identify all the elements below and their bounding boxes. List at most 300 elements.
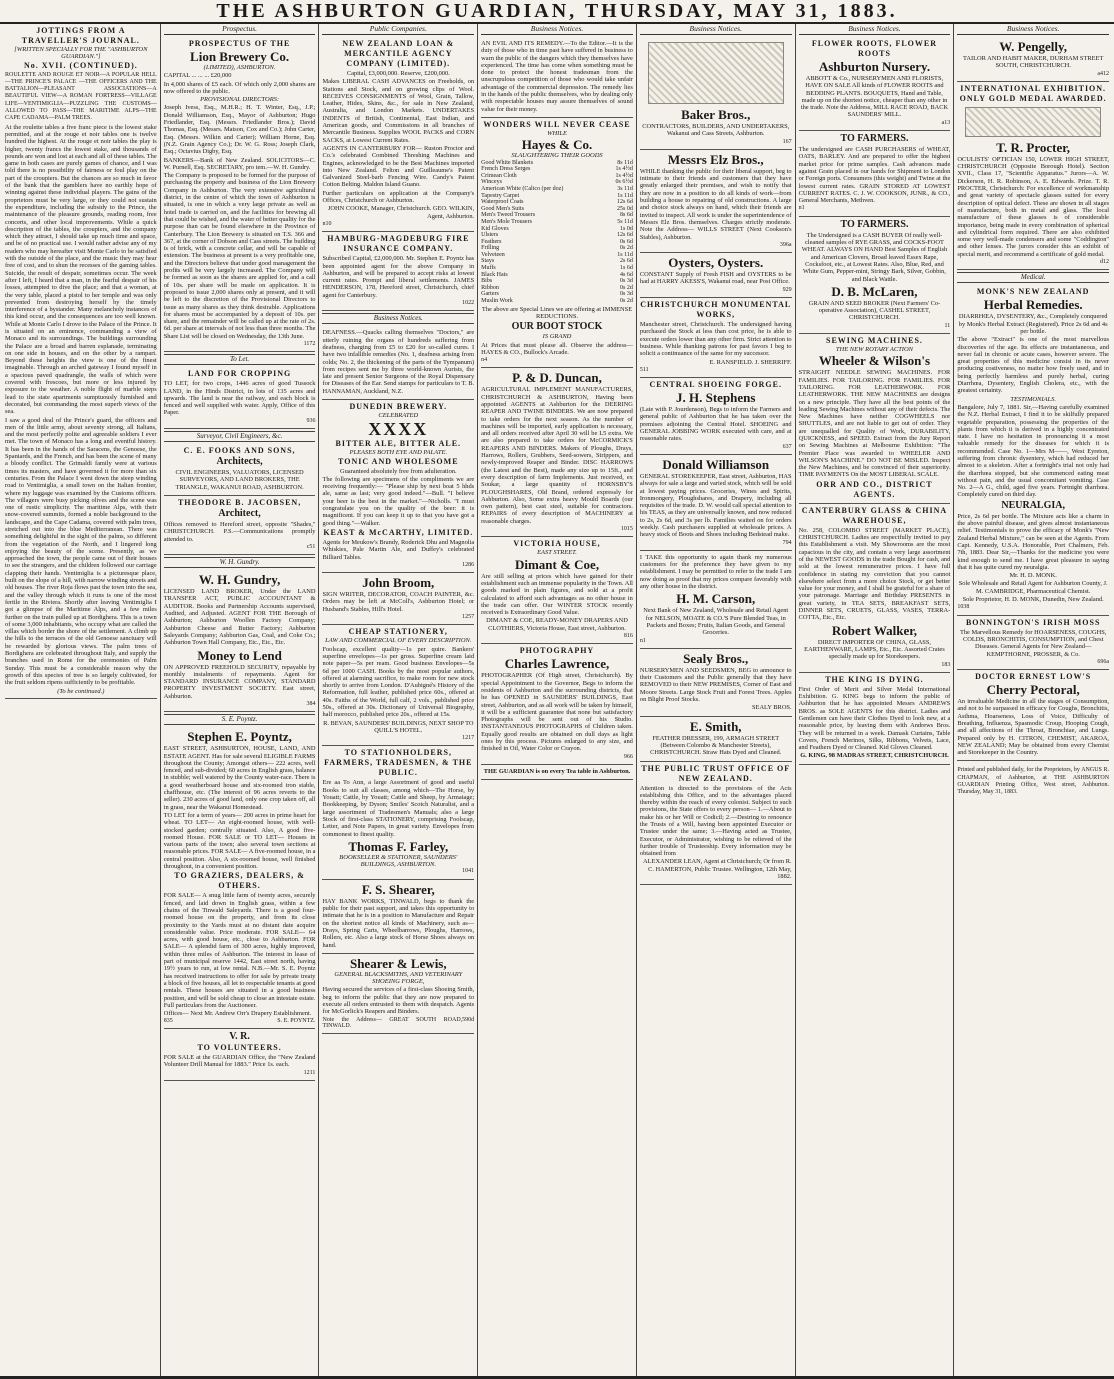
- ad-title: Stephen E. Poyntz,: [187, 729, 292, 745]
- column-heading: Business Notices.: [799, 24, 951, 35]
- ad-diarrhoea: DIARRHŒA, DYSENTERY, &c., Completely conquered by Monk's Herbal Extract (Registered). Price 2s 6d and 4s per bottle.: [958, 313, 1108, 335]
- ad-ref: 696a: [1097, 658, 1110, 665]
- ad-boot-sub: IS GRAND: [542, 333, 572, 341]
- ad-title: Shearer & Lewis,: [349, 955, 447, 971]
- price-row: [481, 239, 633, 246]
- price-row: [481, 258, 633, 265]
- ad-poyntz: [164, 727, 316, 1029]
- price-row: [481, 179, 633, 186]
- ad-hamburg: [322, 232, 474, 311]
- ad-broom: [322, 573, 474, 625]
- ad-walker-body: DIRECT IMPORTER OF CHINA, GLASS, EARTHENWARE, LAMPS, Etc., Etc. Assorted Crates specially made up for Storekeepers.: [804, 638, 945, 661]
- ad-exhibition: INTERNATIONAL EXHIBITION.: [960, 83, 1107, 93]
- ad-shearer-lewis: [322, 954, 474, 1034]
- ad-body: PHOTOGRAPHER (Of High street, Christchurch). By special Appointment to the Governor, Begs to inform the residents of Ashburton and the surrounding districts, that he has OPENED in SAUNDERS' BUILDINGS, East street, Ashburton, and as all work will be taken by himself, it will be a sufficient guarantee that none but satisfactory Photographs will be sent out of his Studio. INSTANTANEOUS PHOTOGRAPHS of Children taken. Equally good results are obtained on dull days as light ones by this process. Pictures enlarged to any size, and finished in Oil, Water Color or Crayon.: [481, 672, 633, 753]
- ad-title: J. H. Stephens: [676, 390, 756, 406]
- ad-body: The above "Extract" is one of the most marvellous discoveries of the age. Its effects are instantaneous, and never fail in chronic or acute cases, however severe. The great properties of this medicine consist in its never producing costiveness, no matter how freely used, and in being perfectly harmless and purely herbal, curing Diarrhœa, Dysentery, English Cholera, etc., with the greatest certainty.: [957, 336, 1110, 395]
- ad-dunedin-brewery: [322, 400, 474, 573]
- price-value: 1s 4½d: [615, 172, 633, 179]
- ad-title: Oysters, Oysters.: [668, 255, 764, 271]
- ad-body: The following are specimens of the compliments we are receiving frequently:— "Please ship by next boat 5 hhds ale, same as last; very good indeed."—Bull. "I believe your beer is the best in the market."—Nicholls. "I must congratulate you on the quality of the beer: it is magnificent. If you can keep it up to that you have got a good thing."—Walker.: [322, 475, 475, 527]
- price-item: Winceys: [481, 179, 502, 186]
- ad-farley: [322, 746, 474, 879]
- ad-guardian: [481, 765, 633, 780]
- price-value: 2s 6d: [620, 258, 633, 265]
- ad-ref: 1022: [462, 300, 475, 307]
- ad-celebrated: CELEBRATED: [378, 411, 419, 419]
- ad-money-title: Money to Lend: [197, 647, 282, 663]
- ad-title: TO VOLUNTEERS.: [197, 1042, 282, 1052]
- ad-monk-head: MONK'S NEW ZEALAND: [976, 287, 1090, 297]
- price-item: Bibs: [481, 278, 493, 285]
- ad-title: HAMBURG-MAGDEBURG FIRE INSURANCE COMPANY.: [327, 234, 470, 254]
- ad-gold-medal: ONLY GOLD MEDAL AWARDED.: [959, 93, 1107, 103]
- price-row: [481, 252, 633, 259]
- ad-ref: 816: [623, 633, 633, 640]
- ad-title: CANTERBURY GLASS & CHINA WAREHOUSE,: [801, 505, 948, 525]
- price-item: Ulsters: [481, 232, 499, 239]
- column-5: [637, 24, 796, 1376]
- price-item: Waterproof Coats: [481, 199, 524, 206]
- ad-signature-row: [164, 1018, 316, 1025]
- price-row: [481, 212, 633, 219]
- price-value: 0s 3d: [620, 278, 633, 285]
- ad-boot-title: OUR BOOT STOCK: [511, 321, 603, 333]
- ad-agents: Agents for Meukow's Brandy, Roderick Dhu and Magnolia Whiskies, Pale Martin Ale, and Duffey's celebrated Billiard Tables.: [322, 538, 475, 561]
- ad-nursery: [799, 37, 951, 131]
- ad-ref: a13: [941, 119, 951, 126]
- ad-stationery: [322, 625, 474, 746]
- ad-body: Ere aa To Ann, a large Assortment of good and useful Books to suit all classes, among which—The Horse, by Youatt; Cattle, by Youatt; Cattle and Sheep, by Armatage; Bookkeeping, by Dyson; Smiles' Scotch Naturalist, and a large assortment of Tradesmen's Manuals; also a large Stock of first-class STATIONERY, comprising Foolscap, Letter, and Note Papers, in great variety. Envelopes from commonest to finest quality.: [322, 779, 475, 838]
- price-value: 0s 6½d: [615, 179, 633, 186]
- price-item: Muslin Work: [481, 298, 513, 305]
- price-item: Men's Mole Trousers: [481, 218, 532, 225]
- ad-title: CHEAP STATIONERY,: [348, 627, 448, 637]
- ad-title: DUNEDIN BREWERY.: [349, 401, 448, 411]
- ad-title: H. M. Carson,: [676, 591, 756, 607]
- ad-oysters: [640, 253, 792, 298]
- imprint: Printed and published daily, for the Proprietors, by ANGUS R. CHAPMAN, of Ashburton, at THE ASHBURTON GUARDIAN Printing Office, West street, Ashburton. Thursday, May 31, 1883.: [957, 767, 1110, 796]
- ad-signature: SEALY BROS.: [751, 704, 792, 712]
- ad-carson: [640, 551, 792, 649]
- ad-ref: 1211: [303, 1069, 316, 1076]
- price-row: [481, 278, 633, 285]
- price-item: Garters: [481, 291, 499, 298]
- price-value: 0s 2d: [620, 245, 633, 252]
- ad-body: DEAFNESS.—Quacks calling themselves "Doctors," are utterly ruining the organs of hundreds suffering from deafness, charging from £5 to £20 for so-called cures. I have two infallible remedies (No. 1, deafness arising from colds; No. 2, the thickening of the parts of the Tympanum) from recipes sent me by three world-known Aurists, the late and present Senior Surgeons of the Royal Dispensary for Diseases of the Ear. Send stamps for particulars to T. B. HANNAMAN, Auckland, N.Z.: [322, 329, 475, 395]
- ad-body: CIVIL ENGINEERS, VALUATORS, LICENSED SURVEYORS, AND LAND BROKERS, THE TRIANGLE, WAKANUI ROAD, ASHBURTON.: [175, 469, 304, 491]
- ad-ref: n10: [322, 220, 332, 227]
- ad-title: NEW ZEALAND LOAN & MERCANTILE AGENCY COMPANY (LIMITED).: [342, 39, 455, 68]
- price-item: American White (Calico (per doz): [481, 185, 564, 192]
- ad-subtitle: Architect,: [218, 507, 261, 519]
- ad-offices: Offices— Next Mr. Andrew Orr's Drapery Establishment.: [163, 1010, 312, 1018]
- ad-body: EAST STREET, ASHBURTON, HOUSE, LAND, AND ESTATE AGENT. Has for sale several ELIGIBLE FARMS throughout the County; Amongst others— 222 acres, well fenced, and sub-divided; 60 acres in English grass, balance in stubble; well watered by the County water-race. There is a good weatherboard house and six-roomed iron stable, chaffhouse, etc. (The interest of 96 acres reverts to the seller). 230 acres of good land, only one crop taken off, all in grass, near the Wakanui Homestead.: [163, 745, 316, 811]
- ad-title: W. Pengelly,: [999, 39, 1068, 54]
- ad-note: The above are Special Lines we are offering at IMMENSE REDUCTIONS.: [481, 305, 633, 320]
- price-item: Good White Blankets: [481, 159, 534, 166]
- column-6: [796, 24, 955, 1376]
- ad-title: F. S. Shearer,: [361, 881, 435, 897]
- ad-address: GRAIN AND SEED BROKER (Next Farmers' Co-operative Association), CASHEL STREET, CHRISTCHURCH.: [808, 299, 941, 322]
- column-3: [319, 24, 478, 1376]
- ad-xxxx: XXXX: [368, 419, 429, 440]
- ad-body: TAILOR AND HABIT MAKER, DURHAM STREET SOUTH, CHRISTCHURCH.: [963, 55, 1104, 70]
- ad-to-let: TO LET for a term of years— 200 acres in prime heart for wheat. TO LET— An eight-roomed house, with well-stocked garden; centrally situated. Also, A good five-roomed House. FOR SALE or TO LET— Houses in various parts of the town; also several town sections at reasonable prices. FOR SALE— A five-roomed house, in a central position. Also, A six-roomed house, well finished throughout, in a convenient position.: [163, 811, 316, 871]
- ad-ref: 1015: [620, 526, 633, 533]
- ad-ref: 183: [941, 661, 951, 668]
- price-item: French Dress Serges: [481, 166, 531, 173]
- ad-prospectus: PROSPECTUS OF THE: [188, 39, 291, 48]
- ad-ref: 167: [782, 138, 792, 145]
- ad-hayes: [481, 118, 633, 368]
- ad-procter: [957, 82, 1109, 270]
- ad-elz: [640, 150, 792, 253]
- ad-body: Are still selling at prices which have gained for their establishment such an immense popularity in the Town. All goods marked in plain figures, and sold at a profit calculated to afford such advantages as no other house in the trade can offer. Our WINTER STOCK recently received is Extraordinary Good Value.: [481, 572, 633, 617]
- ad-body: WHILE thanking the public for their liberal support, beg to intimate to their friends and customers that they have greatly enlarged their premises, and wish to notify that they are now in a position to do all kinds of work—from building a house to repairing of old constructions. A large and choice stock always on hand, which their friends are invited to inspect. All work is under the superintendence of Messrs Elz Bros. themselves. Charges strictly moderate. Note the Address— WILLS STREET (Next Cookson's Stables), Ashburton.: [639, 167, 792, 241]
- ad-name: D. B. McLaren,: [831, 283, 918, 299]
- article-jottings: [5, 24, 157, 699]
- price-value: 1s 11d: [617, 251, 633, 258]
- ad-body: NURSERYMEN AND SEEDSMEN, BEG to announce to their Customers and the Public generally that they have REMOVED to their NEW PREMISES, Corner of East and Moore Streets. Large Stock Fruit and Forest Trees. Apples on Blight Proof Stocks.: [639, 666, 792, 704]
- ad-ref: n1: [639, 637, 646, 644]
- ad-ref: 936: [306, 417, 316, 424]
- column-heading: Public Companies.: [322, 24, 474, 35]
- ad-ref: 1041: [462, 868, 475, 875]
- ad-jacobsen: [164, 496, 316, 555]
- article-number: No. XVII. (CONTINUED).: [23, 60, 138, 70]
- ad-bonnington: [957, 616, 1109, 670]
- price-item: Men's Tweed Trousers: [481, 212, 536, 219]
- ad-subtitle: LAW AND COMMERCIAL OF EVERY DESCRIPTION.: [325, 637, 472, 645]
- ad-title: John Broom,: [362, 575, 435, 591]
- article-title: JOTTINGS FROM A TRAVELLER'S JOURNAL.: [21, 26, 140, 45]
- ad-neuralgia-body: Price, 2s 6d per bottle. The Mixture acts like a charm in the above painful disease, and gives almost instantaneous relief. Testimonials to prove the efficacy of Monk's "New Zealand Herbal Mixture," can be seen at the Agents. From Capt. Kennedy, U.S.A. Honorable, Port Chalmers, Feb. 7th, 1883. Dear Sir,—Thanks for the medicine you were kind enough to send me. I have great pleasure in saying that it has quite cured my neuralgia.: [957, 512, 1110, 571]
- ad-further: Further particulars on application at the Company's Offices, Christchurch or Ashburton.: [322, 189, 475, 205]
- ad-signature: DIMANT & COE, READY-MONEY DRAPERS AND CLOTHIERS, Victoria House, East street, Ashburton.: [486, 617, 628, 632]
- price-item: Crimean Cloth: [481, 172, 517, 179]
- section-medical: Medical.: [957, 272, 1109, 283]
- ad-body: Manchester street, Christchurch. The undersigned having purchased the Stock at less than cost price, he is able to execute orders lower than any other firm. Strict attention to business. While thanking patrons for past favors I beg to solicit a continuance of the same for my successor.: [639, 321, 792, 358]
- ad-testimonials-head: TESTIMONIALS.: [1010, 395, 1057, 403]
- ad-body: Makes LIBERAL CASH ADVANCES on Freeholds, on Stations and Stock, and on growing clips of Wool. RECEIVES CONSIGNMENTS of Wool, Grain, Tallow, Leather, Hides, Skins, &c., for sale in New Zealand, Australia, and London Markets. UNDERTAKES INDENTS of British, Continental, East Indian, and American goods, and Commissions in all branches of Mercantile Business. Supplies WOOL PACKS and CORN SACKS, at Lowest Current Rates.: [322, 78, 475, 144]
- ad-title: T. R. Procter,: [996, 139, 1071, 155]
- ad-body: Having secured the services of a first-class Shoeing Smith, beg to inform the public that they are now prepared to execute all orders entrusted to them with despatch. Agents for McGorlick's Reapers and Binders.: [322, 986, 475, 1016]
- price-row: [481, 226, 633, 233]
- ad-king: [799, 673, 951, 765]
- ad-boot-body: At Prices that must please all. Observe the address— HAYES & CO., Bullock's Arcade.: [481, 341, 633, 356]
- ad-bankers: BANKERS—Bank of New Zealand. SOLICITORS—C. W. Purnell, Esq. SECRETARY, pro tem.—W. H. Gundry.: [163, 156, 316, 171]
- ad-public-trust: [640, 762, 792, 886]
- ad-capital: Capital, £3,000,000. Reserve, £200,000.: [346, 70, 450, 77]
- price-value: 5s 11d: [617, 218, 633, 225]
- ad-canterbury-glass: [799, 504, 951, 673]
- ad-farmers-mclaren: [799, 217, 951, 334]
- ad-doctor: DOCTOR ERNEST LOW'S: [975, 672, 1092, 682]
- ad-title: E. Smith,: [689, 718, 742, 734]
- price-row: [481, 285, 633, 292]
- ad-directors-head: PROVISIONAL DIRECTORS:: [200, 96, 280, 104]
- ad-land: [164, 367, 316, 429]
- ad-signature: S. E. POYNTZ.: [277, 1018, 316, 1025]
- columns: [2, 24, 1112, 1376]
- ad-agents: ORR AND CO., DISTRICT AGENTS.: [816, 479, 933, 499]
- ad-volunteers: [164, 1029, 316, 1081]
- price-row: [481, 166, 633, 173]
- ad-name: Robert Walker,: [831, 622, 918, 638]
- column-4: [478, 24, 637, 1376]
- ad-name: Thomas F. Farley,: [348, 838, 449, 854]
- ad-body: Foolscap, excellent quality—1s per quire. Bankers' superfine envelopes—1s per gross. Superfine cream laid note paper—5s per ream. Good business Envelopes—5s 6d per 1000 CASH. Books by the most popular authors, offered at alarming sacrifice, to make room for new stock shortly to arrive from London. D'Aubigné's History of the Reformation, full leather, published price 60s., offered at 40s. Faiths of the World, full calf, 2 vols., published price 50s., offered at 30s. Dictionary of Universal Biography, half morocco, published price 20s., offered at 15s.: [322, 645, 475, 719]
- ad-body: TO LET, for two crops, 1446 acres of good Tussock LAND, in the Hinds District, in lots of 135 acres and upwards. The land is near the railway, and each block is fenced and well supplied with water. Apply, Office of this Paper.: [163, 380, 316, 417]
- ad-forge: CENTRAL SHOEING FORGE.: [649, 380, 782, 390]
- ad-wonders: WONDERS WILL NEVER CEASE: [483, 119, 631, 129]
- column-heading: Prospectus.: [164, 24, 316, 35]
- ad-body: FOR SALE at the GUARDIAN Office, the "New Zealand Volunteer Drill Manual for 1883." Price 1s. each.: [163, 1053, 316, 1069]
- price-value: 1s 11d: [617, 192, 633, 199]
- price-item: Black Hats: [481, 271, 508, 278]
- ad-body: Next Bank of New Zealand, Wholesale and Retail Agent for NELSON, MOATE & CO.'S Pure Blended Teas, in Packets and Boxes; Fruits, Italian Goods, and General Groceries.: [643, 607, 789, 637]
- price-value: 1s 0d: [620, 225, 633, 232]
- ad-subtitle: EAST STREET.: [537, 549, 577, 557]
- ad-address: Note the Address— GREAT SOUTH ROAD, TINWALD.: [322, 1016, 463, 1030]
- price-item: Velveteen: [481, 251, 505, 258]
- ad-ref: 929: [782, 286, 792, 293]
- ad-signature: E. RANSFIELD. J. SHERRIFF.: [709, 358, 792, 366]
- ad-pleases: PLEASES BOTH EYE AND PALATE.: [349, 449, 448, 457]
- price-value: 8s 6d: [620, 212, 633, 219]
- price-list: [481, 160, 633, 305]
- ad-title: W. H. Gundry,: [198, 572, 281, 588]
- price-row: [481, 291, 633, 298]
- price-value: 1s 4½d: [615, 166, 633, 173]
- ad-neuralgia: NEURALGIA,: [1001, 499, 1065, 511]
- ad-title: CHRISTCHURCH MONUMENTAL WORKS,: [640, 300, 792, 320]
- ad-victoria-house: [481, 537, 633, 644]
- ad-ref: 966: [623, 753, 633, 760]
- article-continued: (To be continued.): [57, 687, 105, 695]
- ad-agents: AGENTS IN CANTERBURY FOR— Ruston Proctor and Co.'s celebrated Combined Threshing Machines and Engines, acknowledged to be the Best Machines imported into New Zealand. Felton and Guilleaume's Patent Galvanized Steel-barb Fencing Wire. Candy's Patent Cotton Belting. Maldon Island Guano.: [322, 144, 475, 189]
- ad-body: Offices removed to Hereford street, opposite "Shades," CHRISTCHURCH. P.S.—Communications promptly attended to.: [163, 520, 316, 543]
- price-item: Good Men's Suits: [481, 205, 524, 212]
- ad-title: THEODORE B. JACOBSEN,: [177, 497, 302, 507]
- section-business: Business Notices.: [322, 313, 474, 324]
- ad-body: The Company is proposed to be formed for the purpose of purchasing the property and business of the Lion Brewery Company in Ashburton. The very extensive agricultural district, in the centre of which the town of Ashburton is situated, is one in which a very large private as well as hotel trade is carried on, and the facilities for brewing all that could be wished, and the water of better quality for the purpose than can be found elsewhere in the Province of Canterbury. The Lion Brewery is situated on T.S. 366 and 367, at the corner of Dobson and Cass streets. The building is of brick, with a concrete cellar, and will be capable of extension. The business at present is a very profitable one, and the Directors believe that under good management the profits will be very largely increased. The Company will be formed as soon as the shares are applied for, and a call of 10s. per share will be made on application. It is proposed to issue 2,000 shares only at present, and it will be left to the discretion of the Provisional Directors to issue as many shares as they think desirable. Applications for shares must be accompanied by a deposit of 10s. per share, and the remainder will be called up at the rate of 2s. 6d. per share at intervals of not less than three months. The Share List will be closed on Wednesday, the 13th June.: [163, 172, 316, 340]
- ad-title: THE KING IS DYING.: [825, 674, 924, 684]
- ad-body: The Undersigned is a CASH BUYER Of really well-cleaned samples of RYE GRASS, and COCKS-FOOT WHEAT. ALWAYS ON HAND Best Samples of English and American Clovers, Broad leaved Essex Rape, Cocksfoot, etc., at Lowest Rates. Also, Blue, Red, and White Gum, Pepper-mint, Stringy Bark, Silver, Gobbin, and Black Wattle.: [801, 231, 948, 283]
- ad-ref: 511: [639, 366, 649, 373]
- ad-name: Charles Lawrence,: [504, 656, 610, 672]
- ad-testimonials: Bangalore, July 7, 1881. Sir,—Having carefully examined the N.Z. Herbal Extract, I find it to be skilfully prepared vegetable preparation, possessing the properties of the plants from which it is derived in a highly concentrated state. I have no hesitation in pronouncing it a most valuable remedy for the diseases for which it is recommended. Case No. 1—Mrs M——, West Eyreton, suffering from chronic dysentery, which had reduced her almost to a skeleton. After a fortnight's trial not only had the diarrhœa stopped, but she commenced eating meat without pain, and the usual concomitant vomiting. Case No. 2—A G., child, aged five years. Fortnight diarrhœa. Completely cured on third day.: [957, 403, 1110, 499]
- ad-body: Attention is directed to the provisions of the Acts establishing this Office, and to the advantages placed thereby within the reach of every colonist. Subject to such provisions, the State offers to every person— 1.—About to make his or her Will or Codicil; 2.—Desiring to renounce the Trusts of a Will, having been appointed Executor or Trustee under the same; 3.—Having acted as Trustee, Executor, or Administrator, wishing to be relieved of the further trouble of Trusteeship. Every information may be obtained from: [639, 784, 792, 858]
- column-7: [954, 24, 1112, 1376]
- ad-tonic: TONIC AND WHOLESOME: [338, 456, 459, 466]
- ad-title: SEWING MACHINES.: [826, 336, 923, 346]
- ad-name: Dimant & Coe,: [514, 556, 600, 572]
- ad-signature-row: [322, 1017, 474, 1030]
- ad-directors: Joseph Ivess, Esq., M.H.R.; H. T. Winter, Esq., J.P.; Donald Williamson, Esq., Mayor of Ashburton; Hugo Friedlander, Esq. (Messrs. Friedlander Bros.); David Thomas, Esq. (Messrs. Matson, Cox and Co.); John Carter, Esq. (Messrs. Wilkin and Carter); William Horne, Esq. (N.Z. Grain Agency Co.); Dr. W. G. Ross; Joseph Clark, Esq.; Octavius Digby, Esq.: [163, 104, 316, 156]
- spectacles-illustration: [965, 107, 1101, 137]
- ad-title: P. & D. Duncan,: [512, 370, 602, 386]
- ad-body: No. 258, COLOMBO STREET (MARKET PLACE), CHRISTCHURCH. Ladies are respectfully invited to pay this Establishment a visit. My Showrooms are the most capacious in the city, and contain a very large assortment of the NEWEST GOODS in the trade Bought for cash, and sold at the lowest remunerative prices. I have full confidence in stating my conviction that you cannot elsewhere select from a more choice Stock, or get better value for your money, and I shall be grateful for a share of your patronage. Marriage and Birthday PRESENTS in great variety, in TEA SETS, BREAKFAST SETS, DINNER SETS, CRUETS, GLASS, VASES, TERRA-COTTA, Etc., Etc.: [798, 526, 951, 622]
- ad-body: An invaluable Medicine in all the stages of Consumption, and not to be surpassed in efficacy for Coughs, Bronchitis, Asthma, Hoarseness, Loss of Voice, Difficulty of Breathing, Influenza, Spasmodic Croup, Hooping Cough, and all affections of the Throat, Bronchiae, and Lungs. Prepared only by H. CITRON, CHEMIST, AKAROA, NEW ZEALAND; May be obtained from every Chemist and Storekeeper in the Country.: [957, 698, 1110, 757]
- price-row: [481, 160, 633, 167]
- ad-subtitle: GENERAL BLACKSMITHS, AND VETERINARY SHOEING FORGE,: [334, 970, 463, 986]
- ad-ales: BITTER ALE, BITTER ALE.: [335, 439, 462, 449]
- price-item: Frilling: [481, 245, 500, 252]
- ad-title: Herbal Remedies.: [983, 297, 1083, 313]
- ad-ref: 1038: [957, 604, 970, 611]
- ad-title: Ashburton Nursery.: [818, 59, 931, 74]
- price-value: 12s 6d: [617, 232, 633, 239]
- ad-title: Messrs Elz Bros.,: [667, 151, 764, 167]
- price-row: [481, 245, 633, 252]
- section-surveyors: Surveyor, Civil Engineers, &c.: [164, 431, 316, 442]
- ad-duncan: [481, 368, 633, 537]
- ad-body: AN EVIL AND ITS REMEDY.—To the Editor.—It is the duty of those who in time past have suffered in business to warn the public of the dangers which they themselves have experienced. The time has come when something must be done to protect the honest tradesman from the unscrupulous competition of those who would take unfair advantage of the commercial depression. The remedy lies in the hands of the public themselves, who by dealing only with respectable houses may assure themselves of sound value for their money.: [481, 40, 633, 113]
- ad-signature: R. BEVAN, SAUNDERS' BUILDINGS, NEXT SHOP TO QUILL'S HOTEL.: [323, 719, 474, 734]
- ad-ref: 396a: [779, 241, 792, 248]
- price-row: [481, 186, 633, 193]
- ad-title: LAND FOR CROPPING: [187, 369, 292, 379]
- ad-body: HAY BANK WORKS, TINWALD, begs to thank the public for their past support, and takes this opportunity to intimate that he is in a position to Manufacture and Repair on the shortest notice all kinds of Machinery, such as—Drays, Spring Carts, Wheelbarrows, Ploughs, Harrows, Rollers, etc. Also a large stock of Horse Shoes always on hand.: [322, 897, 475, 949]
- ad-body: ABBOTT & Co., NURSERYMEN AND FLORISTS, HAVE ON SALE All kinds of FLOWER ROOTS and BEDDING PLANTS. BOUQUETS, Hand and Table, made up on the shortest notice, cheaper than any other in the trade. Note the Address, MILL RACE ROAD, BACK SAUNDERS' MILL.: [800, 75, 949, 119]
- ad-ref: 1286: [462, 561, 475, 568]
- ad-stephens: [640, 378, 792, 455]
- ad-company-sub: (LIMITED), ASHBURTON.: [203, 64, 276, 71]
- ad-subtitle: Architects,: [216, 456, 263, 468]
- ad-body: SIGN WRITER, DECORATOR, COACH PAINTER, &c. Orders may be left at McColl's, Ashburton Hotel; or Husband's Stables, Hill's Hotel.: [322, 591, 475, 613]
- ad-smith: [640, 717, 792, 762]
- price-value: 0s 2d: [620, 298, 633, 305]
- ad-body: OCULISTS' OPTICIAN 150, LOWER HIGH STREET, CHRISTCHURCH (Opposite Borough Hotel). Section XVII., Class 17, "Scientific Apparatus." Jurors—A. W. Dickerson, H. R. Robinson, A. E. Edwards. Prize. T. R. PROCTER, Christchurch: For excellence of workmanship and great variety of spectacle glasses suited for every description of optical defect. These are shown in all stages of manufacture, both in metal and glass. The local manufacture of these glasses is of considerable importance, being made in every combination of spherical and cylindrical form required. There are also exhibited some very well-made condensers and some "Coddington" and other lenses. The jurors consider this an exhibit of special merit, and recommend a certificate of gold medal.: [957, 155, 1110, 258]
- ad-ref: 590d: [462, 1016, 475, 1023]
- ad-title: TO STATIONHOLDERS, FARMERS, TRADESMEN, & THE PUBLIC.: [324, 748, 473, 778]
- price-item: Ribbon: [481, 284, 499, 291]
- section-poyntz: S. E. Poyntz.: [164, 714, 316, 725]
- ad-title: C. E. FOOKS AND SONS,: [183, 446, 296, 456]
- price-item: Stays: [481, 258, 495, 265]
- ad-body: FEATHER DRESSER, 199, ARMAGH STREET (Between Colombo & Manchester Streets), CHRISTCHURCH. Straw Hats Dyed and Cleaned.: [650, 734, 782, 757]
- ad-body: THE GUARDIAN is on every Tea table in Ashburton.: [483, 767, 631, 775]
- ad-fooks: [164, 444, 316, 496]
- ad-signature: ALEXANDER LEAN, Agent at Christchurch; Or from R. C. HAMERTON, Public Trustee. Wellington, 12th May, 1882.: [643, 858, 792, 881]
- ad-ref: n1: [798, 205, 805, 212]
- ad-pengelly: [957, 37, 1109, 82]
- price-value: 25s 0d: [617, 205, 633, 212]
- ad-sealy: [640, 649, 792, 717]
- price-item: Muffs: [481, 265, 496, 272]
- price-item: Kid Gloves: [481, 225, 509, 232]
- article-summary: ROULETTE AND ROUGE ET NOIR—A POPULAR HELL—THE PRINCE'S PALACE —THE OFFICERS AND THE BATTALION—PLEASANT ASSOCIATIONS—A BEAUTIFUL VIEW—A ROMAN FORTRESS—VILLAGE LIFE—VENTIMIGLIA—PUZZLING THE CUSTOMS—ALLOWED TO PASS—THE MARITIME ALPS—THE CAPE CADAMA—PALM TREES.: [5, 71, 157, 122]
- price-item: Tapestry Carpet: [481, 192, 520, 199]
- horse-carriage-illustration: [648, 42, 784, 104]
- ad-body: First Order of Merit and Silver Medal International Exhibition. G. KING begs to inform the public of Ashburton that he has appointed Messrs ANDREWS BROS. as SOLE AGENTS for this district. Ladies and Gentlemen can have their Clothes Dyed to look new, at a reasonable price, by leaving them with Andrews Bros. They will be returned in a week. Damask Curtains, Table Covers, French Merinos, Silks, Ribbons, Velvets, Lace, and Feathers Dyed or Cleaned. Kid Gloves Cleaned.: [798, 685, 951, 752]
- ad-money-body: ON APPROVED FREEHOLD SECURITY, repayable by monthly instalments of repayments. Agent for STANDARD INSURANCE COMPANY, STANDARD PROPERTY INVESTMENT SOCIETY. East street, Ashburton.: [163, 663, 316, 700]
- ad-ref: 637: [782, 443, 792, 450]
- column-heading: Business Notices.: [957, 24, 1109, 35]
- ad-monk: [957, 285, 1109, 615]
- article-body-2: I saw a good deal of the Prince's guard, the officers and men of the little army, about seventy strong, all Italians, and the most perfectly polite and agreeable soldiers I ever met. The town of Monaco has a long and eventful history. It has been in the hands of the Saracens, the Genoese, the Spaniards, and the French, and has been the scene of many a bloody conflict. The Grimaldi family were at various times its masters, and have governed it for more than six centuries. From the Palace I went down the steep winding road to Ventimiglia, a small town on the Italian frontier, where my luggage was examined by the Customs officers. The villagers were busy picking olives and the scene was one of rustic simplicity. The maritime Alps, with their snow-covered summits, formed a noble background to the landscape, and the Cape Cadama, covered with palm trees, stretched out into the blue Mediterranean. There was something delightful in the sight of the palms, so different from the vegetation of the North, and I lingered long enjoying the beauty of the scene. Presently, as we approached the town, the people came out of their houses to see the strangers, and the children followed our carriage clapping their hands. Ventimiglia is a picturesque place, built on the slope of a hill, with narrow winding streets and old houses. The river Roja flows past the town into the sea, and the valley through which it runs is one of the most fertile in the Riviera. Shortly after leaving Ventimiglia I got a glimpse of the Maritime Alps, and a few miles further on the train pulled up at Bordighera. This is a town of some 3,000 inhabitants, who occupy what are called the villas which border the shore of the settlement. A climb up the hills to the terraces of the old Genoese sanctuary will be rewarded by glorious views. The palm trees of Bordighera are celebrated throughout Italy, and supply the branches used in Rome for the ceremonies of Palm Sunday. This must be a considerable reason why the growth of this species of tree is so largely cultivated, for the fruit seldom ripens sufficiently to be profitable.: [5, 416, 157, 687]
- price-row: [481, 265, 633, 272]
- section-to-let: To Let.: [164, 354, 316, 365]
- ad-ref: 794: [782, 539, 792, 546]
- ad-ref: 1257: [462, 614, 475, 621]
- price-value: 4s 6d: [620, 271, 633, 278]
- ad-signature: Mr. H. D. MONK.: [1009, 572, 1057, 580]
- ad-title: Hayes & Co.: [521, 137, 593, 153]
- ad-body: The undersigned are CASH PURCHASERS of WHEAT, OATS, BARLEY. And are prepared to offer the highest market price for prime samples. Cash advances made against Grain placed in our hands for Shipment to London or Foreign ports. Consumers (this weight) and Twine at the lowest current rates. GRAIN STORED AT LOWEST CURRENT RATES. C. J. W. COOKSON, JUNR., & CO., General Merchants, Methven.: [798, 146, 951, 205]
- ad-ref: 11: [944, 322, 951, 329]
- ad-williamson: [640, 455, 792, 551]
- ad-body: AGRICULTURAL IMPLEMENT MANUFACTURERS, CHRISTCHURCH & ASHBURTON, Having been appointed AGENTS at Ashburton for the DEERING REAPER AND TWINE BINDERS. We are now prepared to take orders for the next season. As the number of machines will be imported, early application is necessary, and all orders received after April 30 will be L5 extra. We are also prepared to take orders for McCORMICK'S REAPERS AND BINDERS. Makers of Ploughs, Drays, Harrows, Rollers, Grubbers, Seed-sowers, Strippers, and newly-improved Reaper and Binder. DISC HARROWS (the Latest and the Best), made any size up to 15ft., and every description of farm Implements. Just received, ex Soukar, a large quantity of HORNSBY'S PLOUGHSHARES, Old Brand, ordered expressly for Ashburton. Also, Some extra heavy Mould Boards (our own pattern), best cast steel, suitable for contractors. REPAIRS of every description of MACHINERY at reasonable charges.: [481, 386, 633, 525]
- ad-ref: d12: [1100, 259, 1110, 266]
- ad-ref: 835: [163, 1018, 173, 1025]
- ad-guaranteed: Guaranteed absolutely free from adulteration.: [340, 467, 457, 475]
- ad-ref: 1172: [303, 340, 316, 347]
- price-value: 1s 6d: [620, 265, 633, 272]
- ad-graziers-title: TO GRAZIERS, DEALERS, & OTHERS.: [174, 871, 305, 891]
- price-row: [481, 199, 633, 206]
- section-gundry: W. H. Gundry.: [164, 557, 316, 568]
- ad-body: CONSTANT Supply of Fresh FISH and OYSTERS to be had at HARRY AKESS'S, Wakanui road, near Post Office.: [639, 271, 792, 286]
- price-value: 0s 3d: [620, 291, 633, 298]
- ad-baker: [640, 37, 792, 150]
- ad-lion-brewery: [164, 37, 316, 352]
- ad-deafness: [322, 326, 474, 400]
- price-value: 0s 2d: [620, 284, 633, 291]
- ad-title: TO FARMERS.: [840, 133, 909, 145]
- ad-title: BONNINGTON'S IRISH MOSS: [965, 617, 1101, 627]
- ad-graziers-body: FOR SALE— A snug little farm of twenty acres, securely fenced, and laid down in English grass, within a few chains of the Tinwald Saleyards. There is a good four-roomed house on the property, and from its close proximity to the Yards must at no distant date acquire considerable value. Price moderate. FOR SALE— 64 acres, with good house, etc., close to Ashburton. FOR SALE— A splendid farm of 300 acres, highly improved, within three miles of Ashburton. The interest in lease of part of municipal reserve 1442, East street north, having 19½ years to run, at low rental. N.B.—Mr. S. E. Poyntz has received instructions to offer for sale by private treaty a block of five houses, all let to respectable tenants at good rentals. These houses are situated in a good business position, and will be sold cheap to close an intestate estate. Full particulars from the Auctioneer.: [163, 892, 316, 1009]
- ad-vr: V. R.: [229, 1030, 250, 1042]
- price-row: [481, 232, 633, 239]
- ad-monumental: [640, 298, 792, 378]
- ad-title: PHOTOGRAPHY: [519, 646, 595, 656]
- ad-capital-note: In 4,000 shares of £5 each. Of which only 2,000 shares are now offered to the public.: [163, 80, 316, 95]
- ad-company-name: Lion Brewery Co.: [190, 49, 290, 64]
- ad-sewing: [799, 334, 951, 504]
- ad-shearer: [322, 880, 474, 954]
- ad-title: Cherry Pectoral,: [986, 682, 1080, 698]
- ad-ref: c51: [306, 543, 316, 550]
- ad-title: Baker Bros.,: [681, 107, 751, 122]
- column-heading: Business Notices.: [640, 24, 792, 35]
- masthead: THE ASHBURTON GUARDIAN, THURSDAY, MAY 31, 1883.: [0, 0, 1114, 24]
- ad-body: The Marvellous Remedy for HOARSENESS, COUGHS, COLDS, BRONCHITIS, CONSUMPTION, and Chest Diseases. General Agents for New Zealand— KEMPTHORNE, PROSSER, & Co.: [959, 628, 1107, 658]
- ad-capital: CAPITAL ... ... ... £20,000: [163, 72, 232, 80]
- ad-subtitle: SLAUGHTERING THEIR GOODS: [511, 152, 603, 160]
- ad-proprietor: Sole Proprietor, H. D. MONK, Dunedin, New Zealand.: [962, 596, 1104, 604]
- column-1: [2, 24, 161, 1376]
- ad-evil-remedy: [481, 37, 633, 118]
- price-row: [481, 206, 633, 213]
- ad-name: Wheeler & Wilson's: [818, 353, 931, 369]
- article-subtitle: [WRITTEN SPECIALLY FOR THE "ASHBURTON GUARDIAN."]: [14, 46, 148, 61]
- ad-title: VICTORIA HOUSE,: [513, 539, 601, 549]
- ad-wholesale: Sole Wholesale and Retail Agent for Ashburton County, J. M. CAMBRIDGE, Pharmaceutical Chemist.: [958, 580, 1108, 595]
- price-value: 0s 6d: [620, 238, 633, 245]
- ad-signature: KEAST & McCARTHY, LIMITED.: [323, 527, 474, 537]
- ad-subtitle: THE NEW ROTARY ACTION: [835, 346, 913, 354]
- price-value: 12s 6d: [617, 199, 633, 206]
- price-row: [481, 272, 633, 279]
- price-item: Feathers: [481, 238, 502, 245]
- ad-title: THE PUBLIC TRUST OFFICE OF NEW ZEALAND.: [641, 763, 791, 783]
- price-row: [481, 219, 633, 226]
- ad-ref: 1217: [462, 735, 475, 742]
- ad-intro: I TAKE this opportunity to again thank my numerous customers for the preference they have given to my establishment. I may be permitted to refer to the trade I am now doing as proof that my prices compare favorably with any other house in the district.: [639, 553, 792, 591]
